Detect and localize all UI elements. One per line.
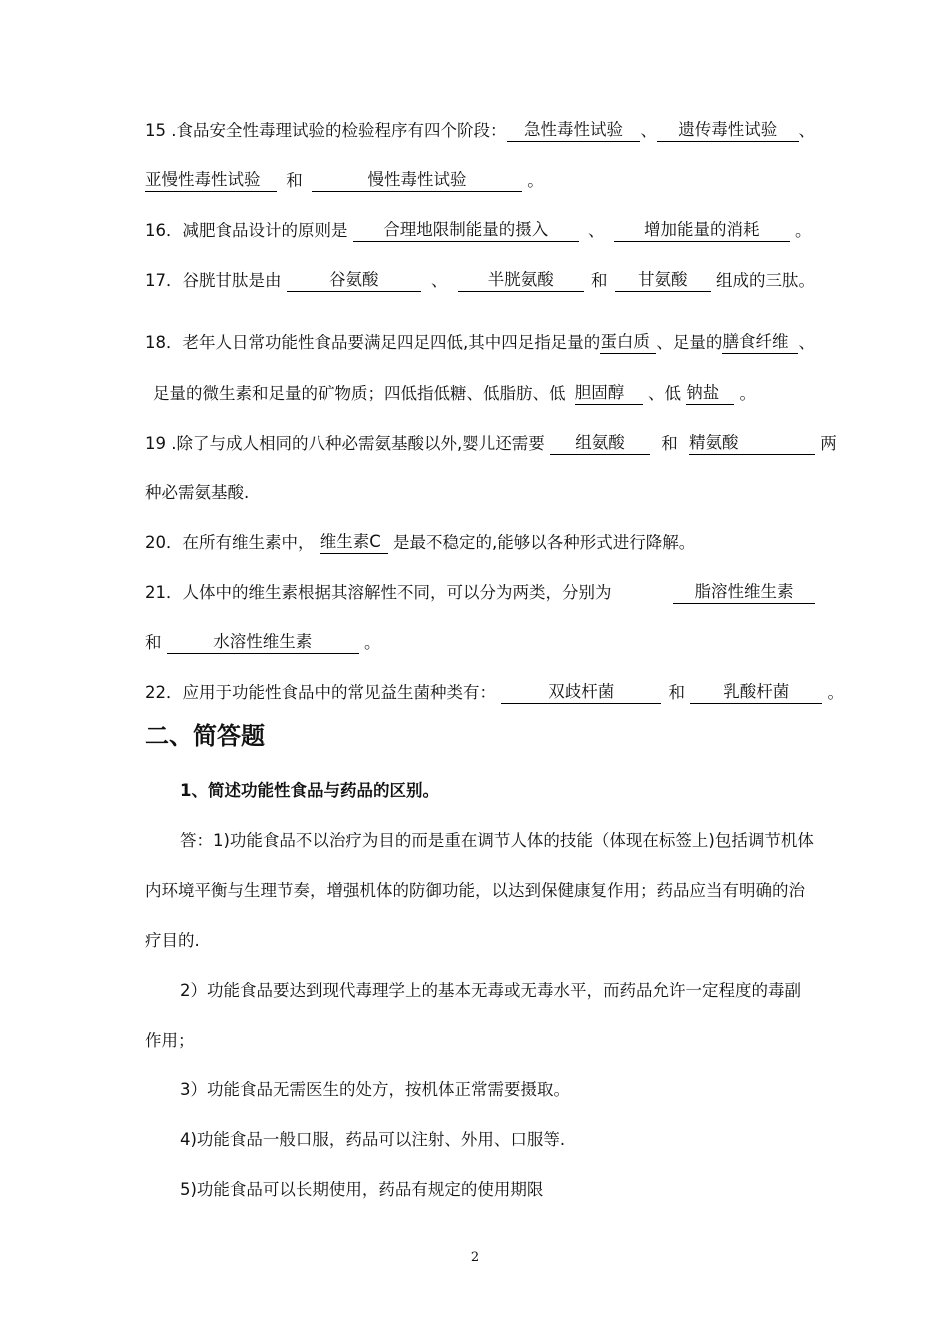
q20-answer: 维生素C — [320, 531, 388, 554]
q22-and: 和 — [668, 683, 685, 702]
answer-p2-line-2 — [145, 1029, 815, 1055]
q21-prefix: 21．人体中的维生素根据其溶解性不同，可以分为两类，分别为 — [145, 583, 612, 602]
q21-answer-1: 脂溶性维生素 — [673, 581, 815, 604]
answer-p1-line-2 — [145, 879, 815, 905]
q20-suffix: 是最不稳定的,能够以各种形式进行降解。 — [393, 533, 696, 552]
answer-p3 — [180, 1078, 850, 1104]
q16-prefix: 16．减肥食品设计的原则是 — [145, 221, 348, 240]
question-19-line-1 — [145, 432, 837, 458]
question-16 — [145, 219, 815, 245]
page-number: 2 — [470, 1250, 480, 1265]
answer-p1-line-3 — [145, 929, 815, 955]
q15-sep-2: 、 — [798, 121, 815, 140]
answer-p4 — [180, 1128, 850, 1154]
q22-prefix: 22．应用于功能性食品中的常见益生菌种类有： — [145, 683, 496, 702]
q15-answer-4: 慢性毒性试验 — [312, 169, 522, 192]
q22-end: 。 — [827, 683, 844, 702]
question-15-line-1 — [145, 119, 815, 145]
answer-p5-text: 5)功能食品可以长期使用，药品有规定的使用期限 — [180, 1180, 544, 1199]
question-21-line-1 — [145, 581, 815, 607]
q22-answer-2: 乳酸杆菌 — [690, 681, 822, 704]
q19-suffix: 两 — [820, 434, 837, 453]
question-20 — [145, 531, 815, 557]
q18-answer-3: 胆固醇 — [575, 382, 643, 405]
q18-answer-4: 钠盐 — [686, 382, 734, 405]
q15-answer-1: 急性毒性试验 — [507, 119, 641, 142]
q15-end: 。 — [527, 171, 544, 190]
question-21-line-2 — [145, 631, 815, 657]
answer-p5 — [180, 1178, 850, 1204]
question-18-line-1 — [145, 331, 815, 357]
q22-answer-1: 双歧杆菌 — [501, 681, 661, 704]
q19-and: 和 — [661, 434, 678, 453]
short-answer-question-1: 1、简述功能性食品与药品的区别。 — [180, 781, 439, 800]
q15-answer-2: 遗传毒性试验 — [657, 119, 799, 142]
q18-line2-prefix: 足量的微生素和足量的矿物质；四低指低糖、低脂肪、低 — [153, 384, 566, 403]
answer-p3-text: 3）功能食品无需医生的处方，按机体正常需要摄取。 — [180, 1080, 570, 1099]
q17-answer-3: 甘氨酸 — [615, 269, 711, 292]
q16-sep: 、 — [588, 221, 605, 240]
q17-prefix: 17．谷胱甘肽是由 — [145, 271, 282, 290]
q18-mid-2: 、低 — [648, 384, 681, 403]
q16-end: 。 — [795, 221, 812, 240]
q18-mid-1: 、足量的 — [656, 333, 723, 352]
q16-answer-2: 增加能量的消耗 — [614, 219, 790, 242]
q16-answer-1: 合理地限制能量的摄入 — [353, 219, 579, 242]
q17-sep: 、 — [431, 271, 448, 290]
answer-p2-text-1: 2）功能食品要达到现代毒理学上的基本无毒或无毒水平，而药品允许一定程度的毒副 — [180, 981, 801, 1000]
q15-and: 和 — [286, 171, 303, 190]
section-title: 二、简答题 — [145, 722, 265, 750]
q17-suffix: 组成的三肽。 — [716, 271, 815, 290]
answer-p1-line-1 — [180, 829, 815, 855]
q19-line-2: 种必需氨基酸. — [145, 483, 250, 502]
q15-answer-3: 亚慢性毒性试验 — [145, 169, 277, 192]
q18-answer-1: 蛋白质 — [600, 331, 656, 354]
question-17 — [145, 269, 815, 295]
answer-p1-text-2: 内环境平衡与生理节奏，增强机体的防御功能，以达到保健康复作用；药品应当有明确的治 — [145, 881, 805, 900]
q18-sep: 、 — [798, 333, 815, 352]
question-22 — [145, 681, 844, 707]
q19-prefix: 19 .除了与成人相同的八种必需氨基酸以外,婴儿还需要 — [145, 434, 545, 453]
answer-p1-text-1: 答：1)功能食品不以治疗为目的而是重在调节人体的技能（体现在标签上)包括调节机体 — [180, 831, 814, 850]
q19-answer-1: 组氨酸 — [550, 432, 650, 455]
question-15-line-2 — [145, 169, 815, 195]
q15-sep-1: 、 — [640, 121, 657, 140]
q17-and: 和 — [591, 271, 608, 290]
q17-answer-2: 半胱氨酸 — [458, 269, 584, 292]
answer-p1-text-3: 疗目的. — [145, 931, 200, 950]
q21-end: 。 — [364, 633, 381, 652]
answer-p2-text-2: 作用； — [145, 1031, 195, 1050]
q20-prefix: 20．在所有维生素中， — [145, 533, 315, 552]
q21-answer-2: 水溶性维生素 — [167, 631, 359, 654]
q21-line2-prefix: 和 — [145, 633, 162, 652]
question-18-line-2 — [153, 382, 823, 408]
q18-end: 。 — [739, 384, 756, 403]
q18-answer-2: 膳食纤维 — [722, 331, 798, 354]
answer-p4-text: 4)功能食品一般口服，药品可以注射、外用、口服等. — [180, 1130, 566, 1149]
q17-answer-1: 谷氨酸 — [287, 269, 421, 292]
question-19-line-2 — [145, 481, 815, 507]
q15-prefix: 15 .食品安全性毒理试验的检验程序有四个阶段： — [145, 121, 507, 140]
answer-p2-line-1 — [180, 979, 815, 1005]
q18-prefix: 18．老年人日常功能性食品要满足四足四低,其中四足指足量的 — [145, 333, 601, 352]
q19-answer-2: 精氨酸 — [689, 432, 815, 455]
